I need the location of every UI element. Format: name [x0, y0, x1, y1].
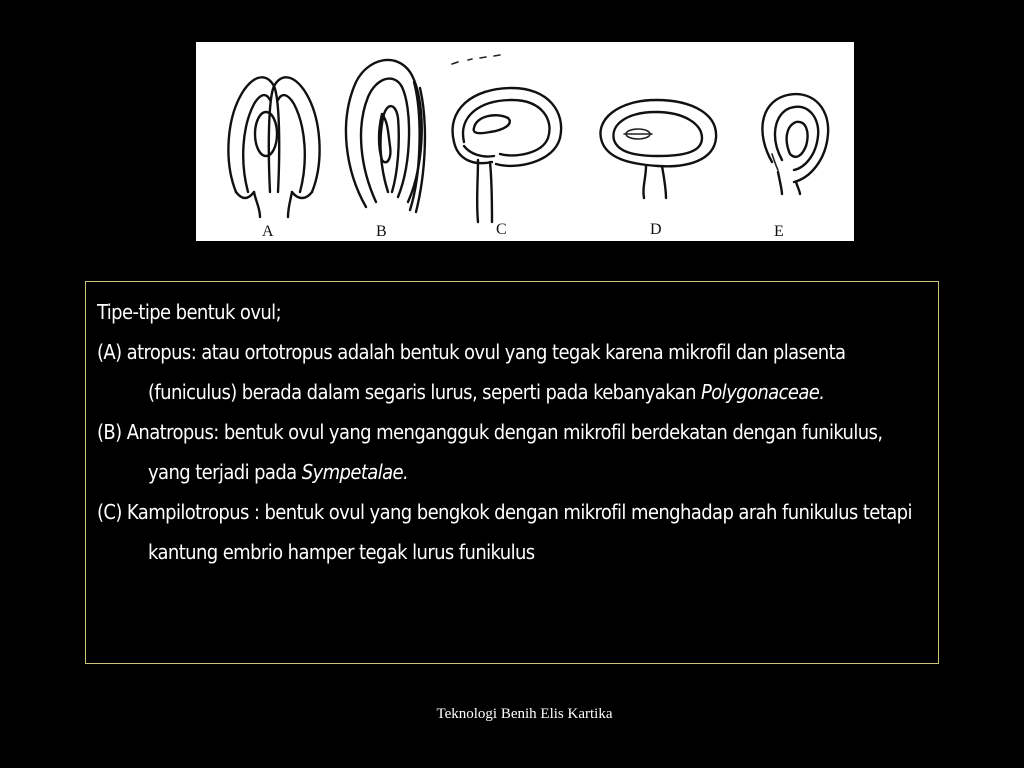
figure-label-e: E [774, 223, 784, 240]
figure-label-a: A [262, 223, 274, 240]
ovule-type-b-taxon: Sympetalae. [301, 460, 409, 484]
textbox-heading: Tipe-tipe bentuk ovul; [97, 300, 282, 324]
ovule-type-c-text: (C) Kampilotropus : bentuk ovul yang bengkok dengan mikrofil menghadap arah funikulus tetapi kantung embrio hamper tegak lurus funikulus [97, 500, 912, 564]
ovule-d-drawing [600, 100, 716, 198]
ovule-type-c-item [97, 492, 926, 572]
ovule-types-textbox [85, 281, 939, 664]
slide-footer: Teknologi Benih Elis Kartika [436, 706, 613, 722]
figure-label-c: C [496, 221, 507, 238]
ovule-a-drawing [228, 77, 319, 217]
ovule-diagram-svg [196, 42, 854, 241]
figure-label-b: B [376, 223, 387, 240]
ovule-type-a-text: (A) atropus: atau ortotropus adalah bentuk ovul yang tegak karena mikrofil dan plasenta (funiculus) berada dalam segaris lurus, seperti pada kebanyakan [97, 340, 846, 404]
ovule-e-drawing [762, 94, 828, 194]
ovule-type-b-text: (B) Anatropus: bentuk ovul yang mengangguk dengan mikrofil berdekatan dengan funikulus, yang terjadi pada [97, 420, 883, 484]
ovule-type-a-item [97, 332, 926, 412]
ovule-types-illustration [196, 42, 854, 241]
ovule-type-a-taxon: Polygonaceae. [701, 380, 825, 404]
ovule-type-b-item [97, 412, 926, 492]
figure-label-d: D [650, 221, 662, 238]
ovule-c-drawing [453, 88, 562, 222]
